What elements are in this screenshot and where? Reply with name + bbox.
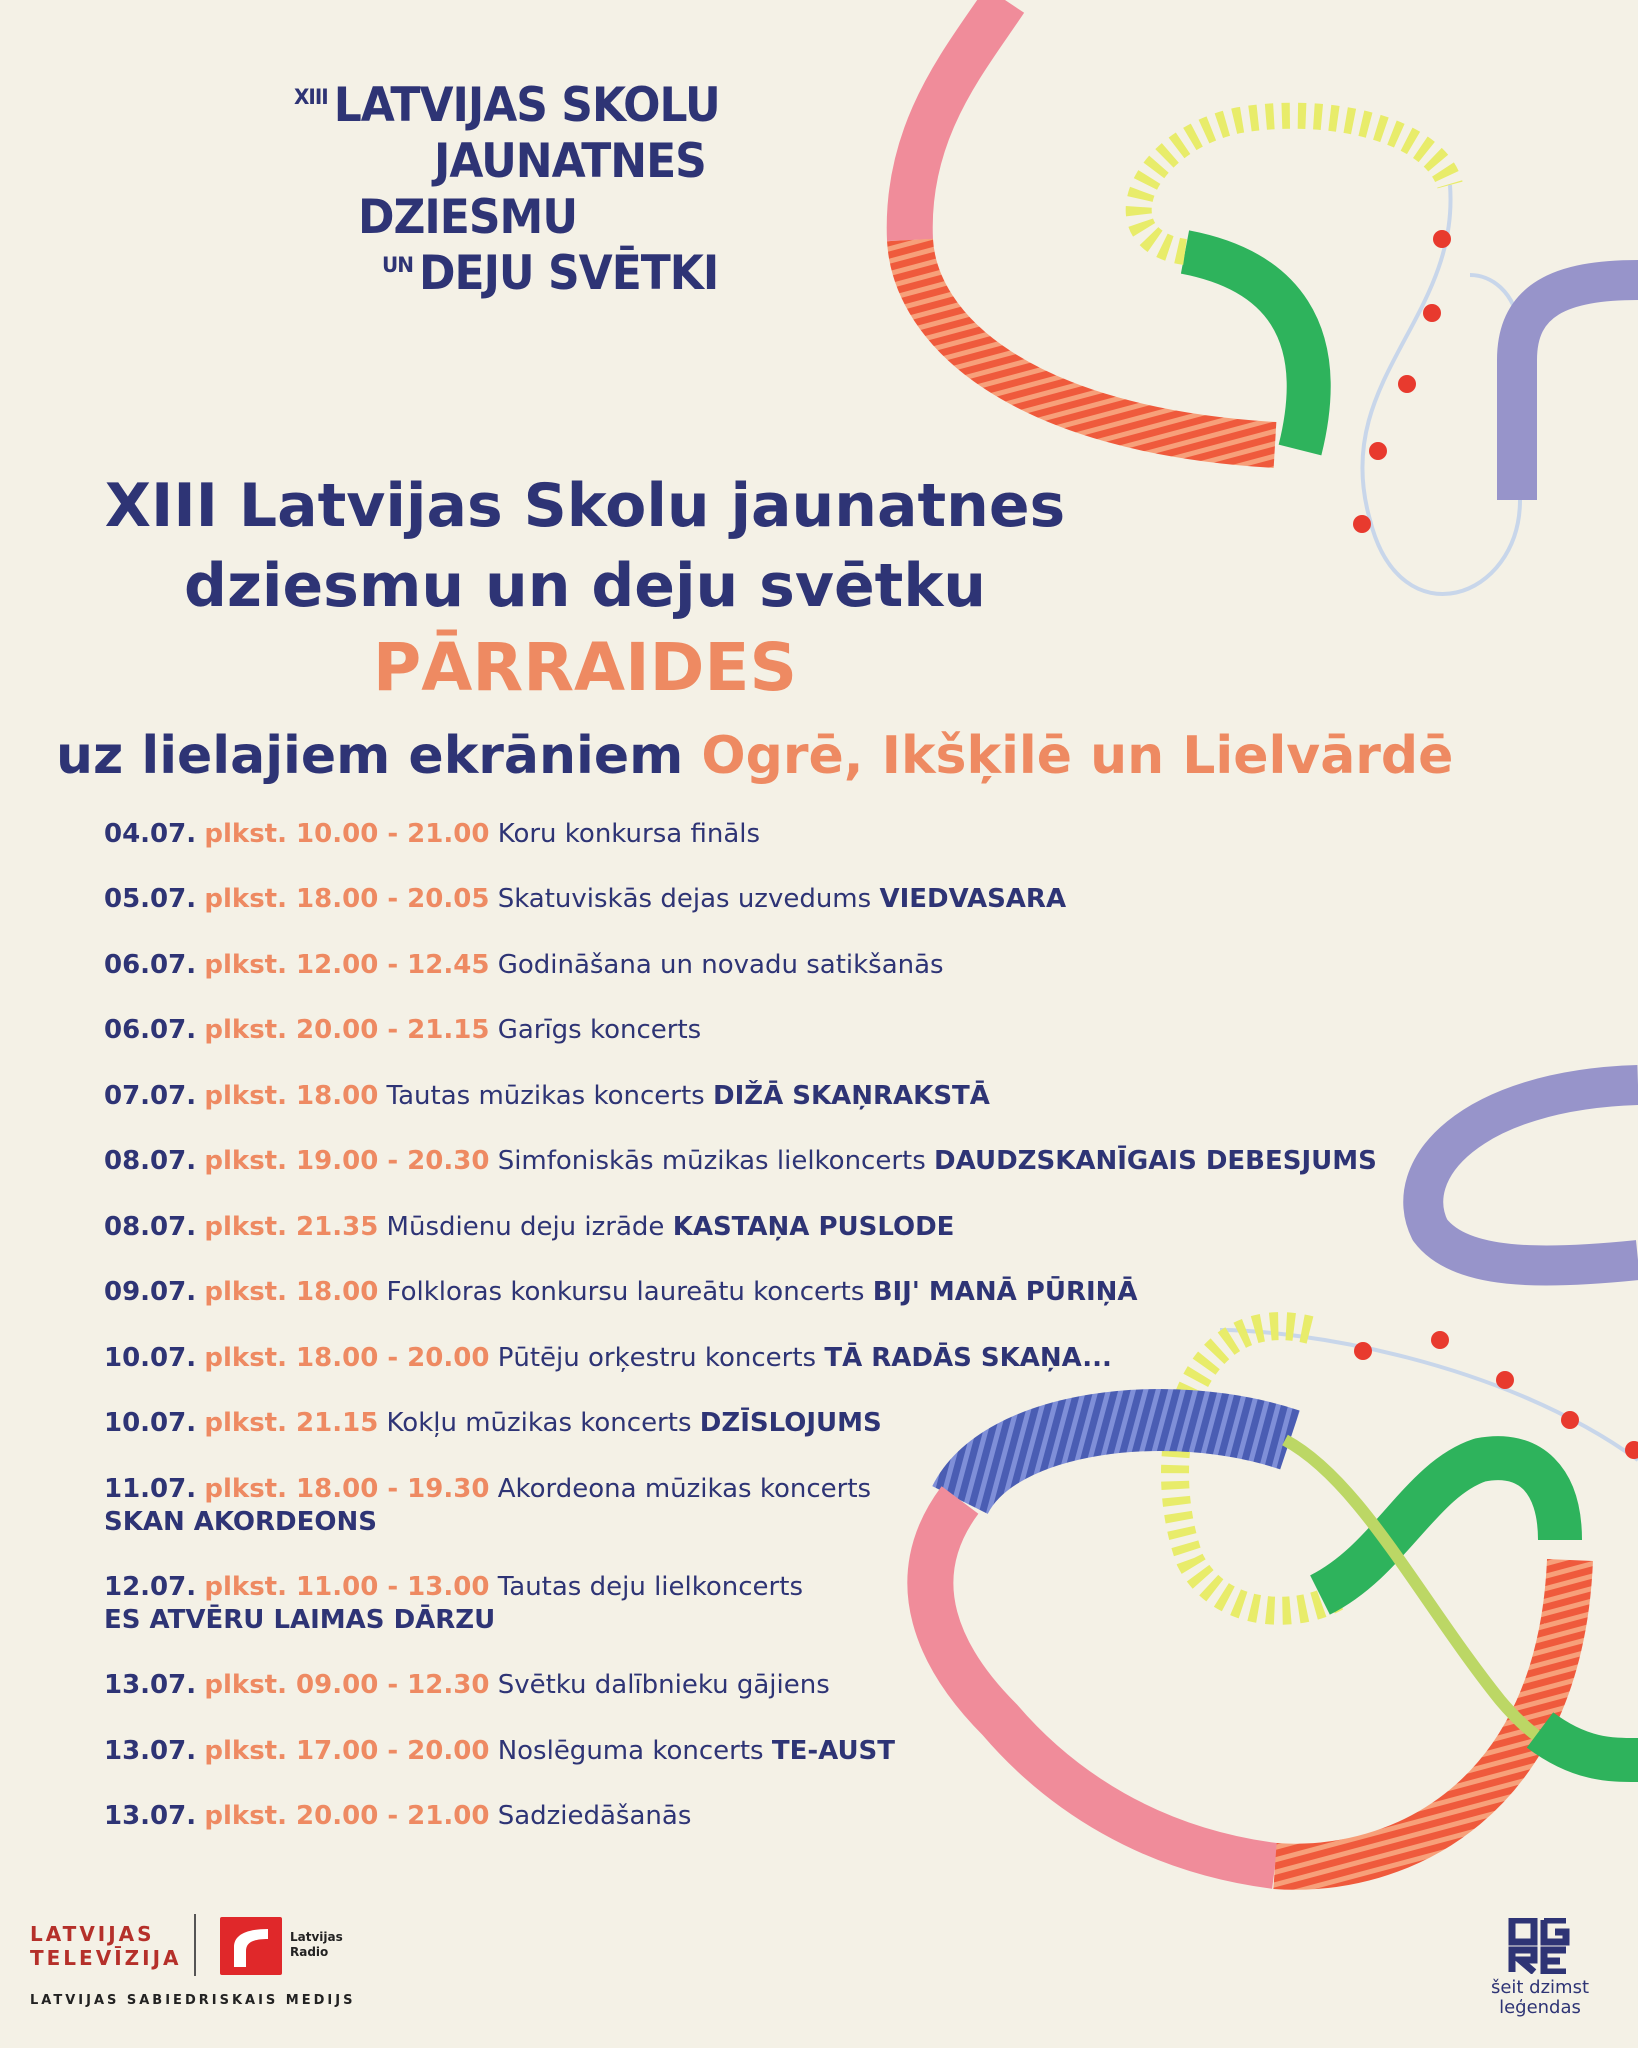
bottom-ribbon-group bbox=[930, 1085, 1638, 1867]
ogre-tag-line-2: leģendas bbox=[1499, 1997, 1581, 2018]
schedule-date: 13.07. bbox=[104, 1736, 197, 1766]
schedule-time: plkst. 18.00 bbox=[204, 1277, 379, 1307]
schedule-desc: Tautas mūzikas koncerts bbox=[386, 1081, 705, 1111]
headline-prefix: uz lielajiem ekrāniem bbox=[56, 726, 684, 786]
schedule-row bbox=[104, 1669, 830, 1702]
schedule-date: 08.07. bbox=[104, 1146, 197, 1176]
schedule-time: plkst. 18.00 - 20.05 bbox=[204, 884, 490, 914]
schedule-title: KASTAŅA PUSLODE bbox=[672, 1212, 955, 1242]
schedule-time: plkst. 11.00 - 13.00 bbox=[204, 1572, 490, 1602]
lsm-label: LATVIJAS SABIEDRISKAIS MEDIJS bbox=[30, 1993, 356, 2008]
schedule-desc: Sadziedāšanās bbox=[497, 1801, 692, 1831]
ogre-tag-line-1: šeit dzimst bbox=[1490, 1977, 1590, 1998]
logo-text-4: DEJU SVĒTKI bbox=[418, 245, 719, 302]
schedule-title: BIJ' MANĀ PŪRIŅĀ bbox=[872, 1277, 1138, 1307]
schedule-desc: Mūsdienu deju izrāde bbox=[386, 1212, 665, 1242]
headline bbox=[0, 466, 1170, 710]
schedule-time: plkst. 18.00 - 19.30 bbox=[204, 1474, 490, 1504]
schedule-time: plkst. 18.00 bbox=[204, 1081, 379, 1111]
schedule-row bbox=[104, 1571, 803, 1637]
schedule-desc: Godināšana un novadu satikšanās bbox=[497, 950, 944, 980]
schedule-time: plkst. 19.00 - 20.30 bbox=[204, 1146, 490, 1176]
latvijas-radio-logo-icon bbox=[220, 1917, 282, 1975]
schedule-desc: Simfoniskās mūzikas lielkoncerts bbox=[497, 1146, 926, 1176]
schedule-date: 13.07. bbox=[104, 1801, 197, 1831]
ltv-line-2: TELEVĪZIJA bbox=[30, 1946, 182, 1970]
schedule-desc: Koru konkursa fināls bbox=[497, 819, 761, 849]
schedule-desc: Svētku dalībnieku gājiens bbox=[497, 1670, 830, 1700]
schedule-desc: Folkloras konkursu laureātu koncerts bbox=[386, 1277, 865, 1307]
schedule-title: SKAN AKORDEONS bbox=[104, 1507, 377, 1537]
schedule-date: 09.07. bbox=[104, 1277, 197, 1307]
schedule-time: plkst. 21.35 bbox=[204, 1212, 379, 1242]
logo-sup-xiii: XIII bbox=[294, 83, 328, 110]
logo-line-2: JAUNATNES bbox=[434, 133, 706, 190]
logo-sup-un: UN bbox=[382, 251, 413, 278]
schedule-date: 08.07. bbox=[104, 1212, 197, 1242]
schedule-date: 10.07. bbox=[104, 1408, 197, 1438]
ogre-logo-icon bbox=[1508, 1918, 1570, 1974]
headline-line-4 bbox=[56, 726, 1453, 786]
schedule-row bbox=[104, 1800, 691, 1833]
schedule-row bbox=[104, 818, 760, 851]
logo-line-4 bbox=[382, 246, 718, 301]
schedule-title: DZĪSLOJUMS bbox=[699, 1408, 882, 1438]
schedule-title: VIEDVASARA bbox=[879, 884, 1067, 914]
ogre-tagline bbox=[1470, 1978, 1610, 2018]
schedule-date: 07.07. bbox=[104, 1081, 197, 1111]
schedule-date: 06.07. bbox=[104, 1015, 197, 1045]
schedule-row bbox=[104, 1145, 1377, 1178]
footer-divider bbox=[194, 1914, 196, 1976]
schedule-desc: Skatuviskās dejas uzvedums bbox=[497, 884, 872, 914]
schedule-time: plkst. 09.00 - 12.30 bbox=[204, 1670, 490, 1700]
schedule-row bbox=[104, 1276, 1138, 1309]
schedule-row bbox=[104, 1342, 1112, 1375]
schedule-date: 13.07. bbox=[104, 1670, 197, 1700]
schedule-title: TE-AUST bbox=[771, 1736, 896, 1766]
schedule-time: plkst. 10.00 - 21.00 bbox=[204, 819, 490, 849]
schedule-row bbox=[104, 1473, 871, 1539]
logo-line-3: DZIESMU bbox=[358, 189, 578, 246]
schedule-date: 04.07. bbox=[104, 819, 197, 849]
headline-parraides: PĀRRAIDES bbox=[372, 629, 798, 706]
schedule-row bbox=[104, 1014, 701, 1047]
radio-line-1: Latvijas bbox=[290, 1930, 343, 1944]
schedule-date: 12.07. bbox=[104, 1572, 197, 1602]
schedule-row bbox=[104, 1735, 895, 1768]
headline-places: Ogrē, Ikšķilē un Lielvārdē bbox=[701, 726, 1454, 786]
latvijas-radio-label bbox=[290, 1930, 343, 1960]
schedule-time: plkst. 20.00 - 21.00 bbox=[204, 1801, 490, 1831]
schedule-time: plkst. 21.15 bbox=[204, 1408, 379, 1438]
ltv-line-1: LATVIJAS bbox=[30, 1922, 155, 1946]
headline-line-1: XIII Latvijas Skolu jaunatnes bbox=[104, 471, 1066, 541]
schedule-desc: Pūtēju orķestru koncerts bbox=[497, 1343, 817, 1373]
schedule-row bbox=[104, 1211, 954, 1244]
schedule-row bbox=[104, 1407, 882, 1440]
schedule-row bbox=[104, 1080, 990, 1113]
ltv-logo bbox=[30, 1922, 182, 1970]
schedule-row bbox=[104, 949, 944, 982]
schedule-title: DAUDZSKANĪGAIS DEBESJUMS bbox=[934, 1146, 1377, 1176]
schedule-title: TĀ RADĀS SKAŅA... bbox=[824, 1343, 1112, 1373]
schedule-desc: Akordeona mūzikas koncerts bbox=[497, 1474, 872, 1504]
schedule-time: plkst. 20.00 - 21.15 bbox=[204, 1015, 490, 1045]
schedule-desc: Kokļu mūzikas koncerts bbox=[386, 1408, 692, 1438]
radio-line-2: Radio bbox=[290, 1945, 329, 1959]
schedule-time: plkst. 18.00 - 20.00 bbox=[204, 1343, 490, 1373]
logo-text-1: LATVIJAS SKOLU bbox=[333, 77, 720, 134]
headline-line-2: dziesmu un deju svētku bbox=[184, 551, 986, 621]
schedule-desc: Tautas deju lielkoncerts bbox=[497, 1572, 803, 1602]
logo-line-1 bbox=[294, 78, 720, 133]
schedule-title: DIŽĀ SKAŅRAKSTĀ bbox=[713, 1081, 990, 1111]
schedule-title: ES ATVĒRU LAIMAS DĀRZU bbox=[104, 1605, 496, 1635]
schedule-time: plkst. 17.00 - 20.00 bbox=[204, 1736, 490, 1766]
schedule-date: 11.07. bbox=[104, 1474, 197, 1504]
schedule-desc: Noslēguma koncerts bbox=[497, 1736, 764, 1766]
schedule-date: 10.07. bbox=[104, 1343, 197, 1373]
schedule-date: 06.07. bbox=[104, 950, 197, 980]
schedule-time: plkst. 12.00 - 12.45 bbox=[204, 950, 490, 980]
schedule-desc: Garīgs koncerts bbox=[497, 1015, 702, 1045]
schedule-row bbox=[104, 883, 1066, 916]
schedule-date: 05.07. bbox=[104, 884, 197, 914]
